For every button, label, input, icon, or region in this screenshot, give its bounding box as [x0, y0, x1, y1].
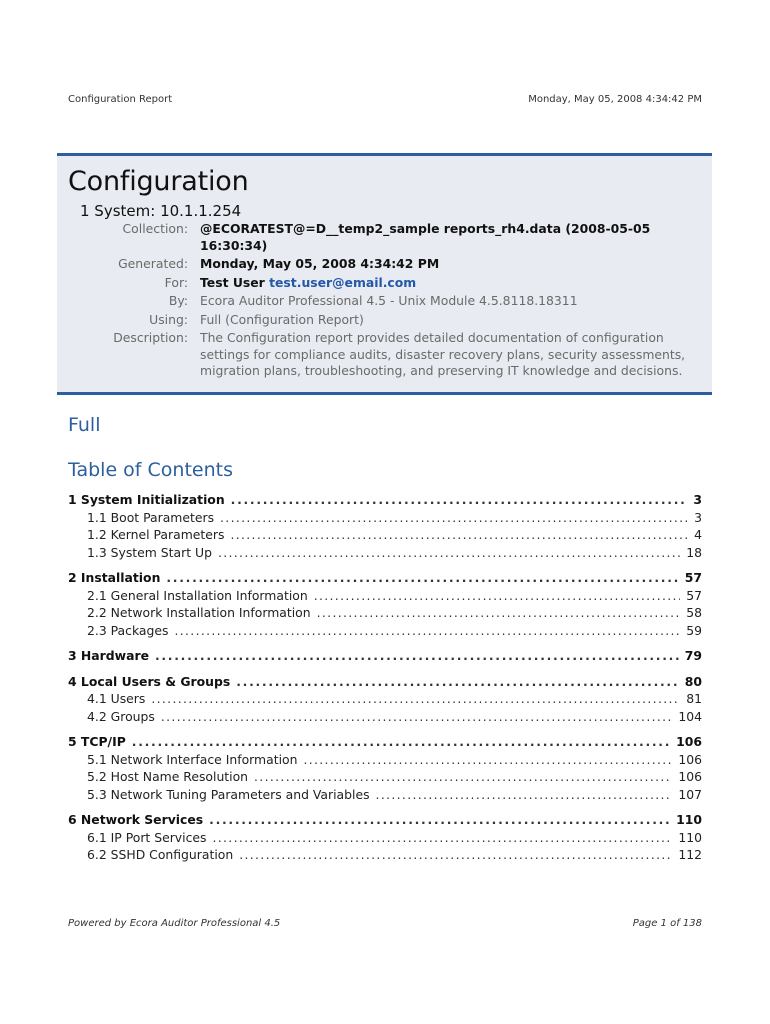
toc-subsection-entry[interactable]: [68, 847, 702, 865]
toc-section-entry[interactable]: [68, 812, 702, 830]
toc-leader-dots: [161, 709, 673, 724]
toc-entry-title: 1 System Initialization: [68, 492, 225, 507]
toc-section: [68, 570, 702, 640]
toc-leader-dots: [254, 769, 672, 784]
toc-subsection-entry[interactable]: [68, 830, 702, 848]
toc-entry-page: 57: [684, 570, 702, 585]
generated-label: Generated:: [118, 256, 188, 271]
toc-leader-dots: [376, 787, 673, 802]
toc-leader-dots: [132, 734, 670, 749]
toc-leader-dots: [317, 605, 681, 620]
toc-subsection-entry[interactable]: [68, 769, 702, 787]
toc-leader-dots: [239, 847, 672, 862]
toc-leader-dots: [218, 545, 680, 560]
toc-entry-title: 5.3 Network Tuning Parameters and Variables: [87, 786, 370, 802]
toc-entry-page: 79: [684, 648, 702, 663]
toc-subsection-entry[interactable]: [68, 623, 702, 641]
toc-entry-page: 106: [678, 751, 702, 767]
description-label: Description:: [113, 330, 188, 345]
toc-entry-title: 2 Installation: [68, 570, 161, 585]
description-row: [0, 330, 712, 380]
toc-entry-title: 4.2 Groups: [87, 708, 155, 724]
toc-entry-title: 5.2 Host Name Resolution: [87, 769, 249, 784]
toc-entry-title: 2.2 Network Installation Information: [87, 605, 311, 620]
using-label: Using:: [149, 311, 188, 327]
by-value: Ecora Auditor Professional 4.5 - Unix Module 4.5.8118.18311: [200, 293, 578, 308]
toc-leader-dots: [151, 691, 680, 706]
toc-leader-dots: [230, 527, 688, 542]
toc-subsection-entry[interactable]: [68, 588, 702, 606]
for-row: [0, 275, 712, 292]
toc-subsection-entry[interactable]: [68, 691, 702, 709]
toc-entry-title: 3 Hardware: [68, 648, 149, 663]
toc-entry-page: 57: [686, 587, 702, 603]
toc-subsection-entry[interactable]: [68, 527, 702, 545]
toc-entry-page: 3: [693, 492, 702, 507]
toc-entry-page: 107: [678, 786, 702, 802]
toc-entry-title: 6.2 SSHD Configuration: [87, 847, 234, 862]
toc-entry-page: 110: [678, 829, 702, 845]
toc-section: [68, 734, 702, 804]
collection-label: Collection:: [122, 221, 188, 236]
toc-section-entry[interactable]: [68, 734, 702, 752]
toc-section-entry[interactable]: [68, 674, 702, 692]
page-header: [68, 94, 702, 105]
report-name: Configuration Report: [68, 94, 173, 105]
generated-value: Monday, May 05, 2008 4:34:42 PM: [200, 256, 440, 271]
toc-leader-dots: [166, 570, 678, 585]
by-label: By:: [168, 293, 188, 308]
toc-leader-dots: [231, 492, 688, 507]
report-datetime: Monday, May 05, 2008 4:34:42 PM: [528, 94, 702, 105]
toc-section: [68, 648, 702, 666]
toc-section-entry[interactable]: [68, 492, 702, 510]
by-row: [0, 293, 712, 310]
toc-entry-title: 5 TCP/IP: [68, 734, 126, 749]
toc-entry-title: 1.1 Boot Parameters: [87, 509, 215, 525]
report-metadata: [0, 221, 712, 382]
full-heading: Full: [68, 414, 101, 436]
toc-heading: Table of Contents: [68, 459, 233, 481]
toc-leader-dots: [220, 510, 688, 525]
toc-entry-page: 112: [678, 847, 702, 862]
toc-entry-title: 6 Network Services: [68, 812, 204, 827]
email-link[interactable]: test.user@email.com: [269, 274, 417, 290]
toc-entry-page: 80: [684, 673, 702, 689]
toc-section: [68, 812, 702, 865]
toc-subsection-entry[interactable]: [68, 510, 702, 528]
toc-entry-page: 58: [686, 605, 702, 620]
toc-entry-title: 5.1 Network Interface Information: [87, 751, 298, 767]
toc-subsection-entry[interactable]: [68, 787, 702, 805]
toc-entry-page: 106: [678, 769, 702, 784]
collection-row: [0, 221, 712, 254]
page-footer: [68, 918, 702, 929]
toc-entry-page: 81: [686, 691, 702, 706]
for-label: For:: [164, 274, 188, 290]
collection-value: @ECORATEST@=D__temp2_sample reports_rh4.data (2008-05-05 16:30:34): [200, 221, 651, 253]
toc-leader-dots: [303, 752, 672, 767]
toc-leader-dots: [212, 830, 672, 845]
toc-subsection-entry[interactable]: [68, 545, 702, 563]
toc-entry-page: 18: [686, 544, 702, 560]
toc-entry-page: 104: [678, 708, 702, 724]
generated-row: [0, 256, 712, 273]
for-value: [200, 275, 700, 292]
toc-section: [68, 674, 702, 727]
toc-leader-dots: [155, 648, 679, 663]
toc-subsection-entry[interactable]: [68, 752, 702, 770]
toc-leader-dots: [174, 623, 680, 638]
toc-entry-page: 110: [676, 812, 702, 827]
footer-powered-by: Powered by Ecora Auditor Professional 4.5: [68, 918, 281, 929]
toc-entry-page: 106: [676, 734, 702, 749]
toc-subsection-entry[interactable]: [68, 709, 702, 727]
toc-section-entry[interactable]: [68, 570, 702, 588]
toc-subsection-entry[interactable]: [68, 605, 702, 623]
for-name: Test User: [200, 274, 265, 290]
toc-leader-dots: [314, 588, 681, 603]
using-row: [0, 312, 712, 329]
toc-entry-title: 2.3 Packages: [87, 622, 169, 638]
toc-entry-title: 1.3 System Start Up: [87, 544, 212, 560]
page-number: Page 1 of 138: [632, 918, 702, 929]
toc-section: [68, 492, 702, 562]
toc-entry-title: 2.1 General Installation Information: [87, 587, 308, 603]
using-value: Full (Configuration Report): [200, 311, 364, 327]
toc-leader-dots: [209, 812, 670, 827]
toc-entry-page: 4: [694, 527, 702, 542]
toc-entry-title: 6.1 IP Port Services: [87, 829, 207, 845]
toc-entry-page: 3: [694, 509, 702, 525]
toc-leader-dots: [236, 674, 679, 689]
page-title: Configuration: [68, 166, 249, 197]
table-of-contents: [68, 492, 702, 873]
description-value: The Configuration report provides detailed documentation of configuration settings for compliance audits, disaster recovery plans, security assessments, migration plans, troubleshooting, and preserving IT knowledge and decisions.: [200, 330, 686, 378]
toc-entry-title: 4 Local Users & Groups: [68, 673, 231, 689]
toc-section-entry[interactable]: [68, 648, 702, 666]
toc-entry-title: 1.2 Kernel Parameters: [87, 527, 225, 542]
toc-entry-title: 4.1 Users: [87, 691, 146, 706]
toc-entry-page: 59: [686, 622, 702, 638]
system-heading: 1 System: 10.1.1.254: [80, 202, 242, 220]
